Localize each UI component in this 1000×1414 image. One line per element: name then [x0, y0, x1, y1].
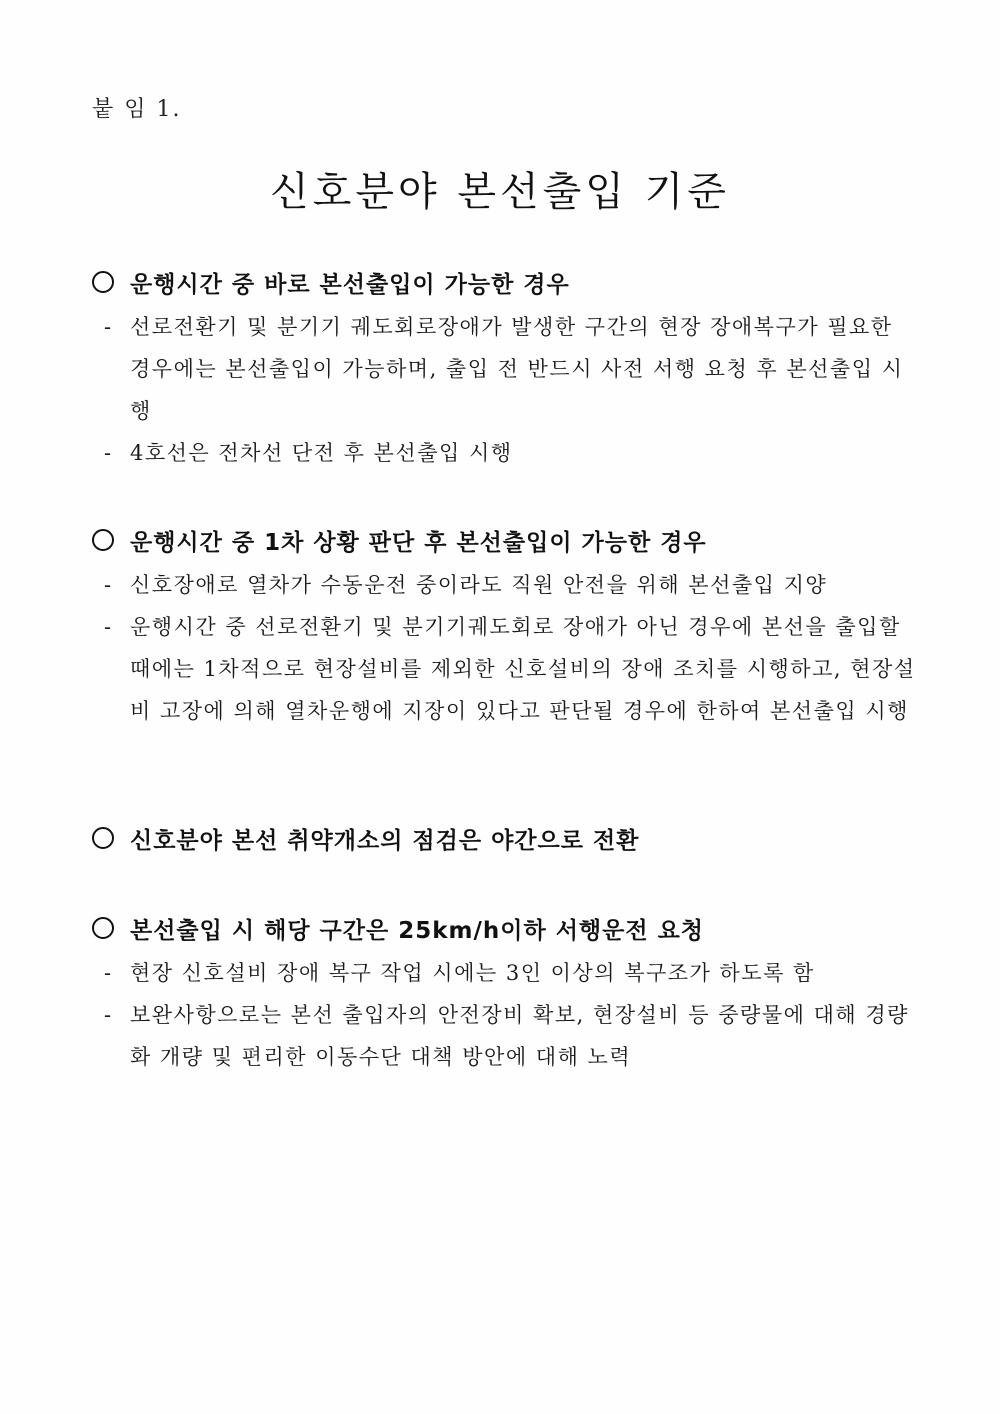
circle-bullet-icon: [92, 529, 114, 551]
section-heading: [92, 262, 922, 302]
section-3: [92, 818, 922, 858]
list-item: [92, 606, 922, 732]
section-heading: [92, 520, 922, 560]
dash-bullet: -: [104, 961, 113, 985]
document-title: 신호분야 본선출입 기준: [270, 169, 730, 215]
dash-bullet: -: [104, 315, 113, 339]
section-heading-text: 신호분야 본선 취약개소의 점검은 야간으로 전환: [130, 827, 640, 854]
dash-bullet: -: [104, 573, 113, 597]
section-heading: [92, 908, 922, 948]
section-heading-text: 본선출입 시 해당 구간은 25km/h이하 서행운전 요청: [130, 917, 705, 944]
list-item-text: 선로전환기 및 분기기 궤도회로장애가 발생한 구간의 현장 장애복구가 필요한 경우에는 본선출입이 가능하며, 출입 전 반드시 사전 서행 요청 후 본선출입 시행: [130, 315, 904, 423]
list-item: [92, 432, 922, 474]
section-heading-text: 운행시간 중 1차 상황 판단 후 본선출입이 가능한 경우: [130, 529, 707, 556]
list-item-text: 운행시간 중 선로전환기 및 분기기궤도회로 장애가 아닌 경우에 본선을 출입할 때에는 1차적으로 현장설비를 제외한 신호설비의 장애 조치를 시행하고, 현장설비 고장에 의해 열차운행에 지장이 있다고 판단될 경우에 한하여 본선출입 시행: [130, 615, 916, 723]
circle-bullet-icon: [92, 827, 114, 849]
dash-bullet: -: [104, 615, 113, 639]
list-item-text: 현장 신호설비 장애 복구 작업 시에는 3인 이상의 복구조가 하도록 함: [130, 961, 815, 985]
dash-bullet: -: [104, 1003, 113, 1027]
section-heading-text: 운행시간 중 바로 본선출입이 가능한 경우: [130, 271, 570, 298]
attachment-label: 붙 임 1.: [92, 97, 182, 122]
list-item-text: 4호선은 전차선 단전 후 본선출입 시행: [130, 441, 513, 465]
list-item-text: 보완사항으로는 본선 출입자의 안전장비 확보, 현장설비 등 중량물에 대해 경량화 개량 및 편리한 이동수단 대책 방안에 대해 노력: [130, 1003, 909, 1069]
list-item: [92, 564, 922, 606]
list-item: [92, 994, 922, 1078]
list-item: [92, 952, 922, 994]
section-items: [92, 952, 922, 1078]
section-heading: [92, 818, 922, 858]
section-2: [92, 520, 922, 732]
circle-bullet-icon: [92, 917, 114, 939]
list-item: [92, 306, 922, 432]
section-1: [92, 262, 922, 474]
section-items: [92, 564, 922, 732]
section-4: [92, 908, 922, 1078]
dash-bullet: -: [104, 441, 113, 465]
list-item-text: 신호장애로 열차가 수동운전 중이라도 직원 안전을 위해 본선출입 지양: [130, 573, 828, 597]
section-items: [92, 306, 922, 474]
circle-bullet-icon: [92, 271, 114, 293]
